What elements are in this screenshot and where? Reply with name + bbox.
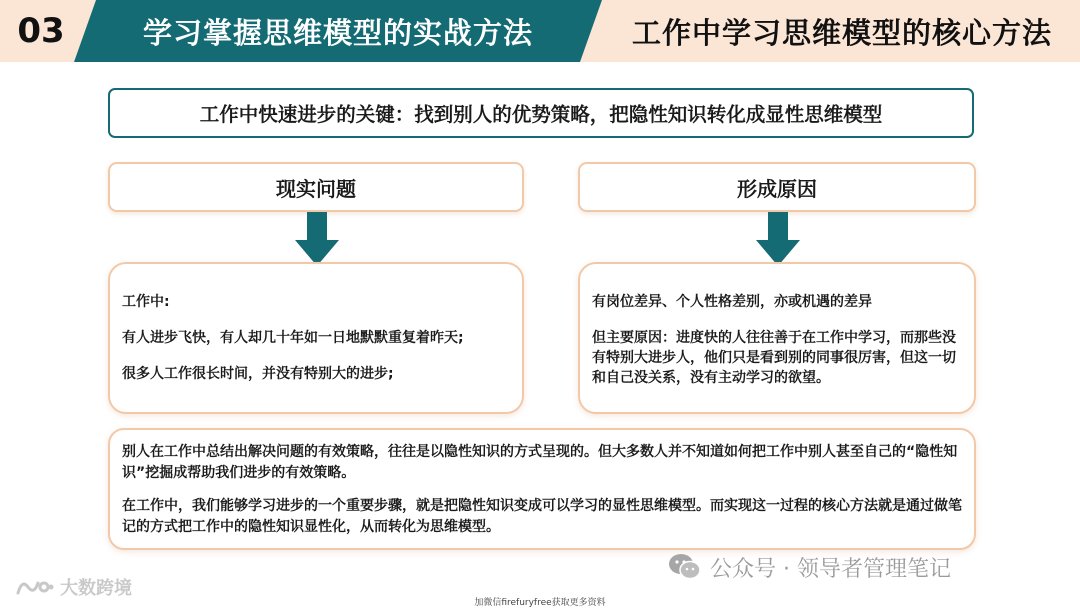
heading-causes: 形成原因: [578, 162, 976, 212]
official-account-text: 公众号 · 领导者管理笔记: [710, 556, 951, 582]
heading-real-problem: 现实问题: [108, 162, 524, 212]
brand-text: 大数跨境: [60, 578, 132, 599]
summary-paragraph: 在工作中，我们能够学习进步的一个重要步骤，就是把隐性知识变成可以学习的显性思维模型。而实现这一过程的核心方法就是通过做笔记的方式把工作中的隐性知识显性化，从而转化为思维模型。: [122, 498, 962, 535]
card-line: 很多人工作很长时间，并没有特别大的进步;: [122, 366, 394, 382]
summary-box: [108, 428, 976, 550]
card-line: 有人进步飞快，有人却几十年如一日地默默重复着昨天;: [122, 330, 464, 346]
card-line: 但主要原因：进度快的人往往善于在工作中学习，而那些没有特别大进步人，他们只是看到别的同事很厉害，但这一切和自己没关系，没有主动学习的欲望。: [592, 330, 956, 386]
summary-paragraph: 别人在工作中总结出解决问题的有效策略，往往是以隐性知识的方式呈现的。但大多数人并不知道如何把工作中别人甚至自己的“隐性知识”挖掘成帮助我们进步的有效策略。: [122, 444, 958, 481]
down-arrow-icon: [756, 212, 800, 266]
card-causes: [578, 262, 976, 414]
card-real-problem: [108, 262, 524, 414]
down-arrow-icon: [295, 212, 339, 266]
key-statement: 工作中快速进步的关键：找到别人的优势策略，把隐性知识转化成显性思维模型: [108, 88, 974, 138]
card-line: 有岗位差异、个人性格差别，亦或机遇的差异: [592, 294, 872, 310]
section-number: 03: [17, 11, 65, 51]
card-line: 工作中:: [122, 294, 170, 310]
header-band: [0, 0, 1080, 62]
section-title: 学习掌握思维模型的实战方法: [142, 15, 533, 50]
official-account-watermark: [668, 548, 951, 586]
section-subtitle: 工作中学习思维模型的核心方法: [631, 15, 1052, 50]
footer-note: 加微信firefuryfree获取更多资料: [474, 598, 606, 608]
wechat-icon: [668, 552, 702, 582]
